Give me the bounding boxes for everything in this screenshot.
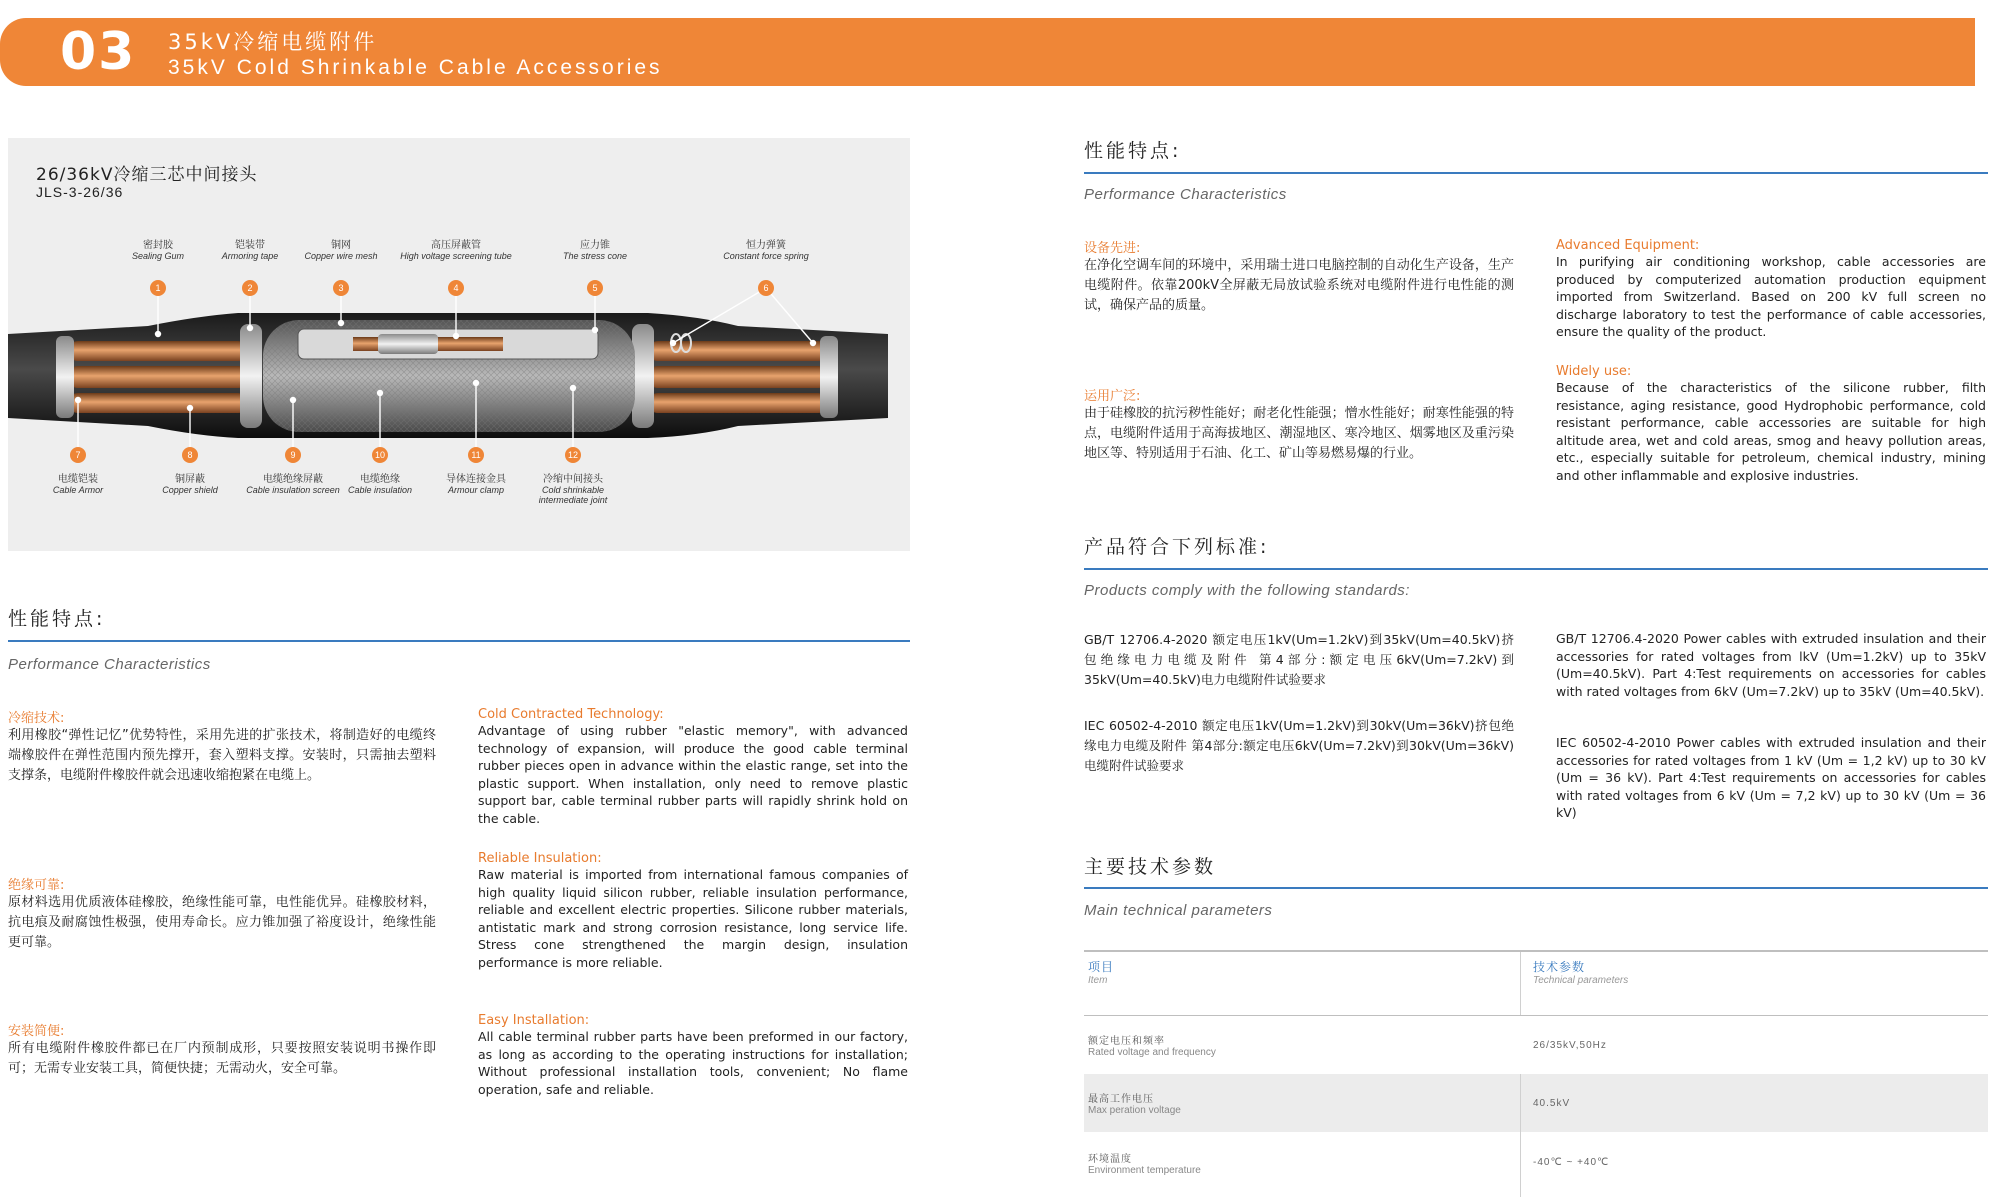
standards-heading-en: Products comply with the following standards: — [1084, 582, 1410, 599]
item-title: 设备先进: — [1084, 241, 1141, 256]
right-band-inner — [632, 324, 654, 428]
label-en: High voltage screening tube — [400, 251, 512, 261]
row-en: Rated voltage and frequency — [1088, 1047, 1216, 1058]
label-en: Cable Armor — [52, 485, 104, 495]
params-row-3-value: -40℃ ~ +40℃ — [1533, 1157, 1610, 1168]
callout-num-11: 11 — [471, 450, 481, 460]
left-item-cold-tech-en — [478, 707, 908, 827]
row-en: Max peration voltage — [1088, 1105, 1181, 1116]
item-body: 原材料选用优质液体硅橡胶，绝缘性能可靠，电性能优异。硅橡胶材料，抗电痕及耐腐蚀性极强，使用寿命长。应力锥加强了裕度设计，绝缘性能更可靠。 — [8, 895, 436, 950]
col1-cn: 项目 — [1088, 960, 1115, 974]
callout-num-1: 1 — [155, 283, 161, 293]
standard-2-en: IEC 60502-4-2010 Power cables with extruded insulation and their accessories for rated voltages from 1 kV (Um = 1,2 kV) up to 30 kV (Um = 36 kV). Part 4:Test requirements on accessories for cables with rated voltages from 6 kV (Um = 7,2 kV) up to 30 kV (Um = 36 kV) — [1556, 735, 1986, 820]
label-en-line2: intermediate joint — [538, 495, 608, 505]
left-item-installation-en — [478, 1013, 908, 1098]
left-band-outer — [56, 336, 74, 418]
left-item-insulation-en — [478, 851, 908, 971]
item-body: In purifying air conditioning workshop, cable accessories are produced by computerized automation production equipment imported from Switzerland. Based on 200 kV full screen no discharge laboratory to test the performance of cable accessories, ensure the quality of the product. — [1556, 254, 1986, 339]
diagram-title: 26/36kV冷缩三芯中间接头 — [36, 165, 258, 185]
standard-1-en: GB/T 12706.4-2020 Power cables with extruded insulation and their accessories for rated voltages from lkV (Um=1.2kV) up to 35kV (Um=40.5kV). Part 4:Test requirements on accessories for cables with rated voltages from 6kV (Um=7.2kV) up to 35kV (Um=40.5kV). — [1556, 631, 1986, 699]
item-title: Easy Installation: — [478, 1013, 590, 1028]
label-en: Sealing Gum — [131, 251, 185, 261]
label-hv-screening-tube — [376, 236, 536, 261]
params-row-1-value: 26/35kV,50Hz — [1533, 1040, 1607, 1051]
item-title: 安装简便: — [8, 1024, 65, 1039]
item-title: Advanced Equipment: — [1556, 238, 1700, 253]
right-core-3 — [648, 393, 828, 413]
left-section-heading-en: Performance Characteristics — [8, 656, 211, 673]
params-col1-header — [1088, 958, 1114, 986]
item-body: 在净化空调车间的环境中，采用瑞士进口电脑控制的自动化生产设备，生产电缆附件。依靠200kV全屏蔽无局放试验系统对电缆附件进行电性能的测试，确保产品的质量。 — [1084, 258, 1514, 313]
label-en: Constant force spring — [723, 251, 809, 261]
left-item-cold-tech-cn — [8, 707, 436, 786]
right-core-2 — [648, 366, 828, 388]
callout-num-4: 4 — [453, 283, 459, 293]
left-item-installation-cn — [8, 1020, 436, 1079]
left-core-1 — [68, 341, 248, 361]
label-en: Cable insulation — [347, 485, 413, 495]
callout-num-9: 9 — [290, 450, 296, 460]
standard-2-cn: IEC 60502-4-2010 额定电压1kV(Um=1.2kV)到30kV(Um=36kV)挤包绝缘电力电缆及附件 第4部分:额定电压6kV(Um=7.2kV)到30kV(Um=36kV)电缆附件试验要求 — [1084, 718, 1514, 773]
callout-num-10: 10 — [374, 450, 386, 460]
callout-num-6: 6 — [763, 283, 769, 293]
left-section-rule — [8, 640, 910, 642]
item-body: 所有电缆附件橡胶件都已在厂内预制成形，只要按照安装说明书操作即可；无需专业安装工具，简便快捷；无需动火，安全可靠。 — [8, 1041, 436, 1076]
row-cn: 最高工作电压 — [1088, 1094, 1154, 1105]
cable-joint-diagram — [8, 138, 910, 551]
right-perf-heading-en: Performance Characteristics — [1084, 186, 1287, 203]
right-perf-heading-cn: 性能特点: — [1084, 140, 1182, 162]
params-table-top-rule — [1084, 950, 1988, 952]
callout-num-8: 8 — [187, 450, 193, 460]
right-item-widely-cn — [1084, 385, 1514, 464]
label-cn: 铜屏蔽 — [175, 474, 205, 485]
diagram-model: JLS-3-26/36 — [36, 184, 124, 200]
callout-num-7: 7 — [75, 450, 81, 460]
label-en: Cold shrinkable — [541, 485, 605, 495]
label-cn: 电缆绝缘屏蔽 — [263, 474, 323, 485]
callout-num-3: 3 — [338, 283, 344, 293]
label-en: Armoring tape — [221, 251, 279, 261]
left-band-inner — [240, 324, 262, 428]
label-en: Copper shield — [162, 485, 218, 495]
item-body: Because of the characteristics of the silicone rubber, filth resistance, aging resistance, good Hydrophobic performance, cold resistant performance, cable accessories are suitable for high altitude area, wet and cold areas, smog and heavy pollution areas, etc., especially suitable for petroleum, chemical industry, mining and other inflammable and explosive industries. — [1556, 380, 1986, 483]
left-core-2 — [68, 366, 248, 388]
params-row-3-item — [1088, 1150, 1201, 1176]
standards-rule — [1084, 568, 1988, 570]
right-perf-rule — [1084, 172, 1988, 174]
label-cn: 应力锥 — [580, 240, 610, 251]
label-en: The stress cone — [562, 251, 628, 261]
label-cn: 电缆绝缘 — [360, 474, 400, 485]
params-heading-cn: 主要技术参数 — [1084, 856, 1217, 878]
right-item-widely-en — [1556, 364, 1986, 484]
callout-num-5: 5 — [592, 283, 598, 293]
params-col2-header — [1533, 958, 1628, 986]
section-number: 03 — [60, 22, 137, 82]
row-cn: 环境温度 — [1088, 1154, 1132, 1165]
item-body: All cable terminal rubber parts have been preformed in our factory, as long as according to the operating instructions for installation; Without professional installation tools, convenient; No flame operation, safe and reliable. — [478, 1029, 908, 1097]
item-title: Cold Contracted Technology: — [478, 707, 664, 722]
item-title: Widely use: — [1556, 364, 1632, 379]
right-item-equipment-en — [1556, 238, 1986, 341]
left-core-3 — [68, 393, 248, 413]
right-item-equipment-cn — [1084, 237, 1514, 316]
params-row-1-item — [1088, 1032, 1216, 1058]
label-cn: 铠装带 — [235, 240, 265, 251]
label-en: Cable insulation screen — [246, 485, 340, 495]
label-cn: 铜网 — [331, 240, 351, 251]
params-rule — [1084, 887, 1988, 889]
header-title-en: 35kV Cold Shrinkable Cable Accessories — [168, 56, 663, 79]
label-cn: 冷缩中间接头 — [543, 474, 603, 485]
label-cold-shrink-joint — [493, 470, 653, 505]
col1-en: Item — [1088, 975, 1108, 986]
col2-cn: 技术参数 — [1533, 960, 1586, 974]
label-stress-cone — [515, 236, 675, 261]
label-cn: 高压屏蔽管 — [431, 240, 481, 251]
inner-silver-sleeve — [378, 334, 438, 354]
params-row-3-divider — [1520, 1132, 1521, 1194]
params-row-2-item — [1088, 1090, 1181, 1116]
left-item-insulation-cn — [8, 874, 436, 953]
standards-heading-cn: 产品符合下列标准: — [1084, 536, 1270, 558]
params-heading-en: Main technical parameters — [1084, 902, 1273, 919]
item-title: 绝缘可靠: — [8, 878, 65, 893]
label-cn: 导体连接金具 — [446, 474, 506, 485]
header-title-cn: 35kV冷缩电缆附件 — [168, 30, 378, 54]
label-constant-force-spring — [686, 236, 846, 261]
item-title: 冷缩技术: — [8, 711, 65, 726]
label-cn: 电缆铠装 — [58, 474, 98, 485]
label-en: Copper wire mesh — [304, 251, 378, 261]
right-band-outer — [820, 336, 838, 418]
item-title: Reliable Insulation: — [478, 851, 602, 866]
item-body: 利用橡胶“弹性记忆”优势特性，采用先进的扩张技术，将制造好的电缆终端橡胶件在弹性范围内预先撑开，套入塑料支撑。安装时，只需抽去塑料支撑条，电缆附件橡胶件就会迅速收缩抱紧在电缆上。 — [8, 728, 436, 783]
standard-1-cn: GB/T 12706.4-2020 额定电压1kV(Um=1.2kV)到35kV(Um=40.5kV)挤包绝缘电力电缆及附件 第4部分:额定电压6kV(Um=7.2kV)到35kV(Um=40.5kV)电力电缆附件试验要求 — [1084, 632, 1514, 687]
callout-num-12: 12 — [567, 450, 579, 460]
params-row-2-divider — [1520, 1074, 1521, 1132]
label-en: Armour clamp — [447, 485, 504, 495]
col2-en: Technical parameters — [1533, 975, 1629, 986]
item-body: 由于硅橡胶的抗污秽性能好；耐老化性能强；憎水性能好；耐寒性能强的特点，电缆附件适用于高海拔地区、潮湿地区、寒冷地区、烟雾地区及重污染地区等、特别适用于石油、化工、矿山等易燃易爆的行业。 — [1084, 406, 1514, 461]
label-cn: 恒力弹簧 — [746, 240, 786, 251]
row-cn: 额定电压和频率 — [1088, 1036, 1165, 1047]
item-title: 运用广泛: — [1084, 389, 1141, 404]
item-body: Raw material is imported from international famous companies of high quality liquid silicon rubber, reliable insulation performance, reliable and excellent electric properties. Silicone rubber materials, antistatic mark and strong corrosion resistance, long service life. Stress cone strengthened the margin design, insulation performance is more reliable. — [478, 867, 908, 970]
label-cn: 密封胶 — [143, 240, 173, 251]
params-row-2-value: 40.5kV — [1533, 1098, 1571, 1109]
item-body: Advantage of using rubber "elastic memory", with advanced technology of expansion, will produce the good cable terminal rubber pieces open in advance within the elastic range, set into the plastic support. When installation, only need to remove plastic support bar, cable terminal rubber parts will rapidly shrink hold on the cable. — [478, 723, 908, 826]
left-section-heading-cn: 性能特点: — [8, 608, 106, 630]
callout-num-2: 2 — [247, 283, 253, 293]
row-en: Environment temperature — [1088, 1165, 1201, 1176]
